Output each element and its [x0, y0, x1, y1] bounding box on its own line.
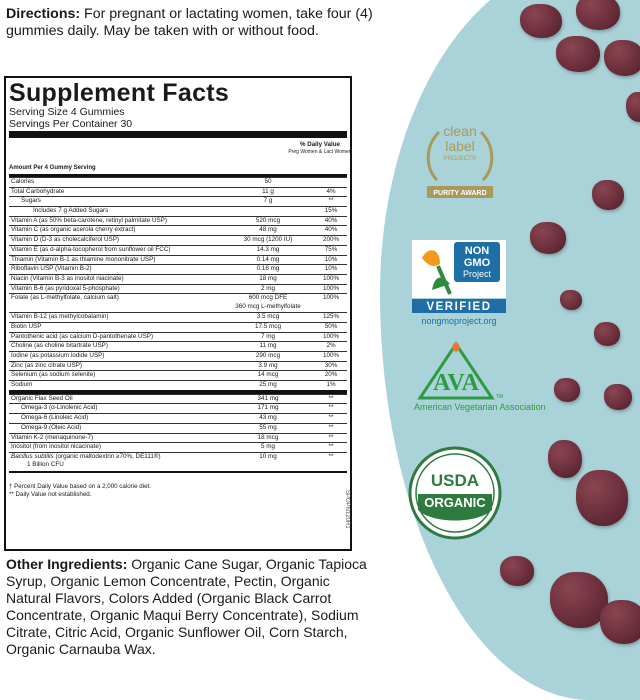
nutrient-name: Choline (as choline bitartrate USP) — [11, 342, 108, 350]
nutrient-amount — [221, 371, 315, 380]
clean-label-badge — [415, 118, 505, 208]
nutrient-amount-value: 18 mg — [259, 274, 277, 282]
non-gmo-url: nongmoproject.org — [421, 316, 497, 326]
nutrient-amount — [221, 424, 315, 433]
gummy-image — [576, 0, 620, 30]
nutrient-row — [9, 216, 347, 226]
nutrient-amount — [221, 352, 315, 361]
nutrient-amount — [221, 362, 315, 371]
nutrient-row — [9, 433, 347, 443]
nutrient-amount — [221, 381, 315, 390]
nutrient-amount — [221, 246, 315, 255]
gummy-image — [560, 290, 582, 310]
serving-size: Serving Size 4 Gummies — [9, 106, 125, 118]
nutrient-row — [9, 225, 347, 235]
nutrient-amount — [221, 434, 315, 443]
nutrient-daily-value: 125% — [322, 313, 340, 321]
nutrient-name — [11, 453, 211, 469]
nutrient-amount-value: 520 mcg — [255, 216, 281, 224]
nutrient-name-italic: Bacillus subtilis — [11, 452, 54, 460]
usda-line2: ORGANIC — [424, 495, 486, 510]
nutrient-amount-value: 5 mg — [261, 443, 275, 451]
nutrient-daily-value: 20% — [324, 371, 338, 379]
nutrient-amount-value: 18 mcg — [257, 433, 279, 441]
nutrient-amount — [221, 294, 315, 311]
gummy-image — [604, 40, 640, 76]
nutrient-amount-value: 7 g — [263, 197, 273, 205]
other-ingredients-label: Other Ingredients: — [6, 556, 128, 572]
gummy-image — [530, 222, 566, 254]
footnote-dv: † Percent Daily Value based on a 2,000 calorie diet. — [9, 482, 151, 490]
nutrient-amount-value: 11 g — [262, 187, 274, 195]
nutrient-amount — [221, 217, 315, 226]
nutrient-daily-value: ** — [328, 452, 334, 460]
nutrient-rows — [9, 177, 347, 390]
nutrient-amount — [221, 178, 315, 187]
nutrient-name: Folate (as L-methylfolate, calcium salt) — [11, 294, 119, 302]
nutrient-amount — [221, 323, 315, 332]
nutrient-row — [9, 452, 347, 471]
nutrient-amount-value: 43 mg — [259, 414, 277, 422]
gummy-image — [548, 440, 582, 478]
ava-trademark: TM — [496, 394, 504, 400]
nutrient-row — [9, 206, 347, 216]
gummy-image — [554, 378, 580, 402]
nutrient-name: Vitamin A (as 50% beta-carotene, retinyl palmitate USP) — [11, 216, 167, 224]
non-gmo-line2: GMO — [463, 257, 491, 269]
nutrient-amount-value: 0.14 mg — [256, 255, 280, 263]
nutrient-row — [9, 322, 347, 332]
nutrient-daily-value: 100% — [322, 352, 340, 359]
nutrient-amount — [221, 395, 315, 404]
nutrient-amount-value: 600 mcg DFE — [248, 294, 288, 302]
nutrient-daily-value: 50% — [324, 322, 338, 330]
nutrient-amount-value: 50 — [264, 178, 272, 185]
nutrient-amount-secondary: 360 mcg L-methylfolate — [235, 302, 301, 310]
nutrient-amount-value: 7 mg — [261, 332, 275, 340]
nutrient-amount — [221, 197, 315, 206]
nutrient-name-line2: 1 Billion CFU — [27, 460, 64, 468]
nutrient-daily-value: 100% — [322, 284, 340, 292]
nutrient-amount-value: 0.16 mg — [256, 265, 280, 273]
gummy-image — [520, 4, 562, 38]
nutrient-name: Vitamin D (D-3 as cholecalciferol USP) — [11, 236, 120, 244]
nutrient-daily-value: ** — [328, 394, 334, 402]
nutrient-amount-value: 3.9 mg — [258, 361, 278, 369]
nutrient-name: Zinc (as zinc citrate USP) — [11, 361, 83, 369]
nutrient-amount — [221, 342, 315, 351]
nutrient-row — [9, 274, 347, 284]
nutrient-row — [9, 413, 347, 423]
nutrient-name: Omega-6 (Linoleic Acid) — [21, 414, 89, 422]
facts-header — [9, 138, 352, 174]
usda-organic-badge — [408, 446, 502, 540]
nutrient-daily-value: 40% — [324, 216, 338, 224]
gummy-image — [556, 36, 600, 72]
nutrient-daily-value: 30% — [324, 361, 338, 369]
nutrient-amount — [221, 236, 315, 245]
nutrient-daily-value: 200% — [322, 236, 340, 244]
nutrient-amount-value: 30 mcg (1200 IU) — [243, 236, 293, 244]
nutrient-amount — [221, 226, 315, 235]
nutrient-amount — [221, 333, 315, 342]
nutrient-amount-value: 14 mcg — [257, 371, 279, 379]
nutrient-row — [9, 332, 347, 342]
lot-code: SPOPN120R1 — [344, 490, 350, 529]
nutrient-daily-value: ** — [328, 197, 334, 205]
nutrient-amount-value: 3.5 mcg — [256, 313, 280, 321]
gummy-image — [604, 384, 632, 410]
gummy-image — [600, 600, 640, 644]
nutrient-row — [9, 394, 347, 404]
nutrient-amount — [221, 453, 315, 462]
daily-value-subheader: Preg Women & Lact Women — [288, 148, 352, 155]
nutrient-row — [9, 293, 347, 312]
footnote-not-established: ** Daily Value not established. — [9, 490, 92, 498]
nutrient-name: Riboflavin USP (Vitamin B-2) — [11, 265, 92, 273]
nutrient-name: Omega-3 (α-Linolenic Acid) — [21, 404, 98, 412]
nutrient-name: Organic Flax Seed Oil — [11, 394, 73, 402]
non-gmo-line3: Project — [462, 269, 492, 279]
nutrient-row — [9, 264, 347, 274]
nutrient-daily-value: 40% — [324, 226, 338, 234]
clean-label-line1: clean — [443, 123, 477, 139]
nutrient-amount — [221, 265, 315, 274]
nutrient-row — [9, 235, 347, 245]
supplement-facts-panel — [4, 76, 352, 551]
nutrient-amount — [221, 275, 315, 284]
nutrient-name: Pantothenic acid (as calcium D-pantothenate USP) — [11, 332, 154, 340]
nutrient-amount-value: 14.3 mg — [256, 245, 280, 253]
nutrient-row — [9, 403, 347, 413]
servings-per-container: Servings Per Container 30 — [9, 117, 133, 130]
nutrient-daily-value: ** — [328, 404, 334, 412]
nutrient-daily-value: ** — [328, 443, 334, 451]
footnotes — [9, 471, 347, 499]
nutrient-amount-value: 11 mg — [259, 342, 277, 350]
nutrient-amount-value: 171 mg — [257, 404, 279, 412]
nutrient-row — [9, 442, 347, 452]
ava-caption: American Vegetarian Association — [414, 402, 546, 412]
nutrient-amount-value: 290 mcg — [255, 352, 281, 359]
nutrient-amount-value: 17.5 mcg — [255, 322, 281, 330]
directions-text — [6, 6, 376, 40]
daily-value-label: % Daily Value — [300, 141, 340, 148]
nutrient-row — [9, 196, 347, 206]
amount-per-serving-label: Amount Per 4 Gummy Serving — [9, 165, 96, 171]
nutrient-name: Includes 7 g Added Sugars — [33, 207, 109, 215]
nutrient-daily-value: ** — [328, 414, 334, 422]
nutrient-amount — [221, 404, 315, 413]
clean-label-line3: PROJECT® — [443, 156, 477, 162]
nutrient-row — [9, 341, 347, 351]
ava-badge — [412, 340, 548, 414]
gummy-image — [500, 556, 534, 586]
other-ingredient-rows — [9, 394, 347, 471]
nutrient-row — [9, 351, 347, 361]
nutrient-name: Total Carbohydrate — [11, 187, 65, 195]
thick-divider — [9, 131, 347, 138]
nutrient-daily-value: 100% — [322, 274, 340, 282]
nutrient-amount-value: 2 mg — [261, 284, 275, 292]
nutrient-row — [9, 187, 347, 197]
usda-line1: USDA — [430, 471, 480, 490]
gummy-image — [594, 322, 620, 346]
nutrient-amount-value: 341 mg — [257, 394, 279, 402]
nutrient-name: Iodine (as potassium iodide USP) — [11, 352, 105, 359]
nutrient-name: Vitamin B-6 (as pyridoxal 5-phosphate) — [11, 284, 120, 292]
other-ingredients-text — [6, 556, 371, 658]
nutrient-daily-value: 100% — [322, 294, 340, 302]
nutrient-daily-value: 75% — [324, 245, 338, 253]
nutrient-daily-value: 1% — [326, 381, 336, 389]
nutrient-amount — [221, 188, 315, 197]
nutrient-row — [9, 370, 347, 380]
directions-label: Directions: — [6, 6, 81, 22]
nutrient-name: Sodium — [11, 381, 33, 389]
directions-body: For pregnant or lactating women, take four (4) gummies daily. May be taken with or without food. — [6, 6, 373, 39]
nutrient-row — [9, 312, 347, 322]
nutrient-daily-value: 10% — [324, 255, 338, 263]
gummy-image — [592, 180, 624, 210]
nutrient-name: Sugars — [21, 197, 41, 205]
nutrient-amount — [221, 313, 315, 322]
nutrient-amount — [221, 285, 315, 294]
nutrient-daily-value: ** — [328, 423, 334, 431]
nutrient-row — [9, 255, 347, 265]
daily-value-header — [287, 141, 353, 156]
nutrient-name: Thiamin (Vitamin B-1 as thiamine mononitrate USP) — [11, 255, 156, 263]
nutrient-daily-value: 4% — [326, 187, 336, 195]
nutrient-row — [9, 380, 347, 390]
other-ingredients-body: Organic Cane Sugar, Organic Tapioca Syrup, Organic Lemon Concentrate, Pectin, Organic Natural Flavors, Colors Added (Organic Black Carrot Concentrate, Organic Maqui Berry Concentrate), Sodium Citrate, Citric Acid, Organic Sunflower Oil, Corn Starch, Organic Carnauba Wax. — [6, 556, 367, 657]
nutrient-row — [9, 245, 347, 255]
nutrient-name: Calories — [11, 178, 35, 185]
nutrient-daily-value: 2% — [326, 342, 336, 350]
nutrient-name: Vitamin B-12 (as methylcobalamin) — [11, 313, 109, 321]
nutrient-name: Vitamin C (as organic acerola cherry extract) — [11, 226, 136, 234]
nutrient-amount — [221, 414, 315, 423]
non-gmo-ribbon: VERIFIED — [426, 301, 492, 313]
nutrient-amount-value: 48 mg — [259, 226, 277, 234]
nutrient-name-rest: (organic maltodextrin ≥70%, DE111®) — [53, 452, 161, 460]
nutrient-daily-value: 15% — [324, 207, 338, 215]
nutrient-amount-value: 10 mg — [259, 452, 277, 460]
nutrient-name: Vitamin K-2 (menaquinone-7) — [11, 433, 94, 441]
gummy-image — [576, 470, 628, 526]
non-gmo-line1: NON — [464, 245, 490, 257]
nutrient-name: Selenium (as sodium selenite) — [11, 371, 96, 379]
nutrient-name: Niacin (Vitamin B-3 as inositol niacinate) — [11, 274, 124, 282]
nutrient-name: Biotin USP — [11, 322, 42, 330]
clean-label-ribbon: PURITY AWARD — [433, 190, 487, 197]
nutrient-row — [9, 423, 347, 433]
nutrient-name: Vitamin E (as d-alpha-tocopherol from sunflower oil FCC) — [11, 245, 171, 253]
nutrient-row — [9, 177, 347, 187]
nutrient-amount — [221, 443, 315, 452]
nutrient-name: Omega-9 (Oleic Acid) — [21, 423, 82, 431]
nutrient-amount-value: 25 mg — [259, 381, 277, 389]
non-gmo-badge — [410, 238, 508, 328]
nutrient-name: Inositol (from inositol nicacinate) — [11, 443, 101, 451]
nutrient-amount — [221, 256, 315, 265]
nutrient-row — [9, 361, 347, 371]
nutrient-amount-value: 55 mg — [259, 423, 277, 431]
nutrient-row — [9, 284, 347, 294]
nutrient-daily-value: 100% — [322, 332, 340, 340]
ava-mark: AVA — [433, 370, 479, 396]
nutrient-daily-value: ** — [328, 433, 334, 441]
nutrient-daily-value: 10% — [324, 265, 338, 273]
clean-label-line2: label — [445, 138, 475, 154]
facts-title: Supplement Facts — [9, 79, 230, 107]
